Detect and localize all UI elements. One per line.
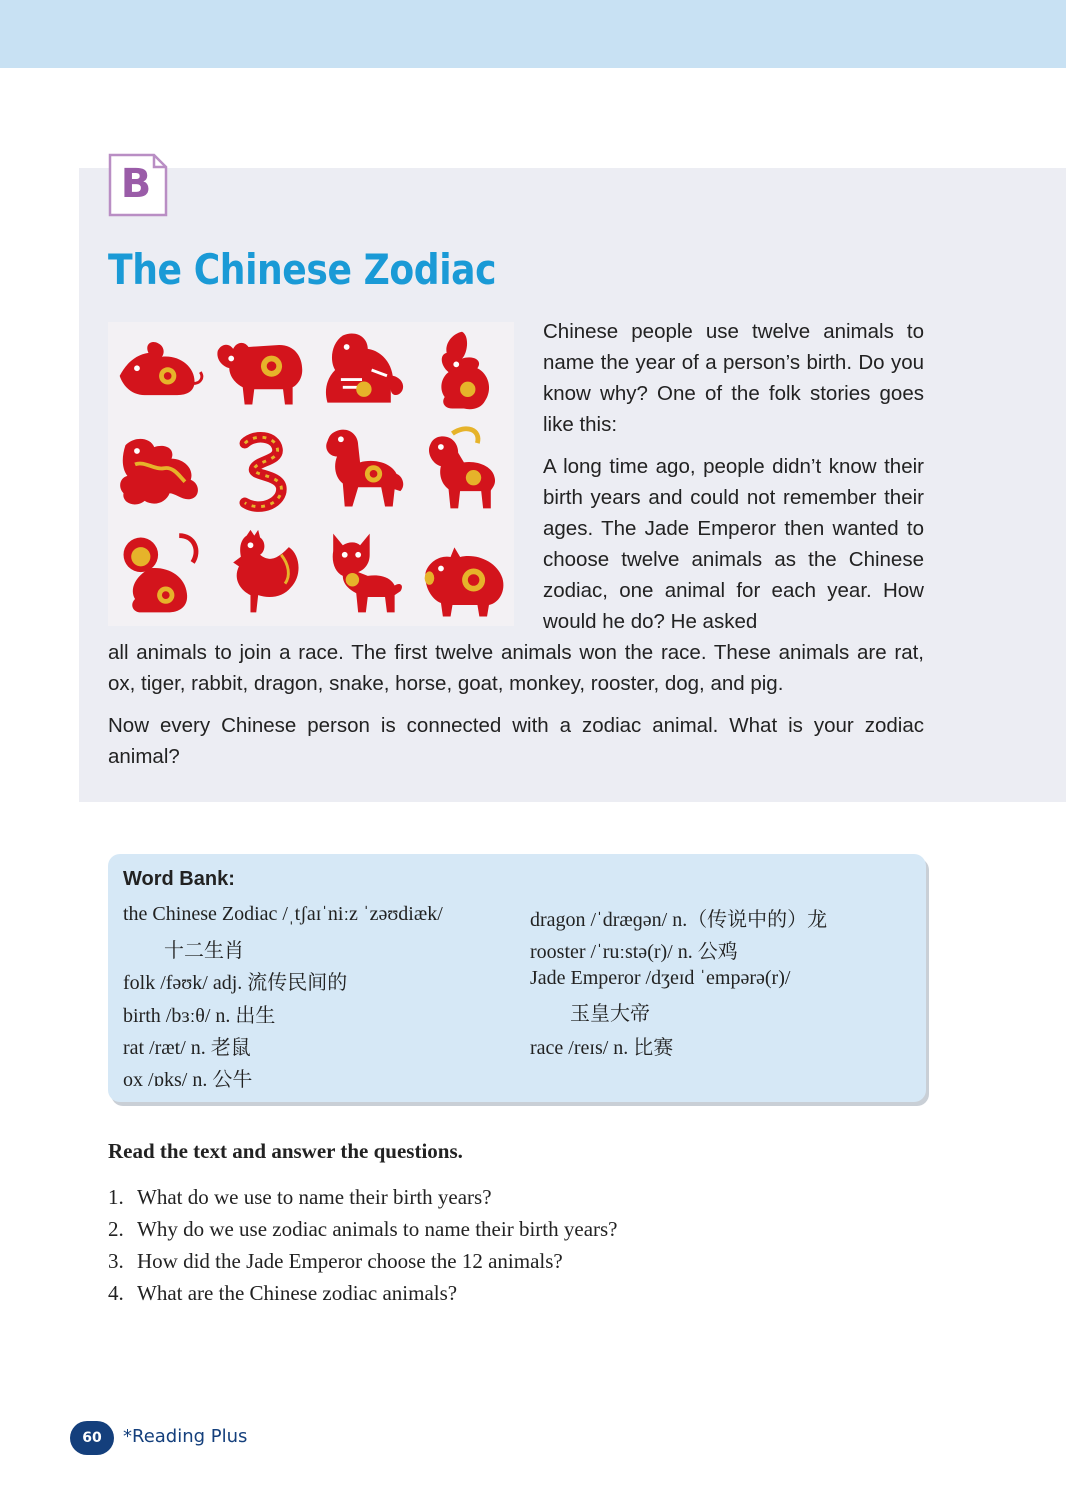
ox-icon (212, 322, 308, 418)
page-number: 60 (70, 1421, 114, 1455)
question-text: Why do we use zodiac animals to name their birth years? (137, 1217, 618, 1241)
question-number: 4. (108, 1281, 124, 1305)
question-text: How did the Jade Emperor choose the 12 animals? (137, 1249, 563, 1273)
word-entry: ox /ɒks/ n. 公牛 (123, 1069, 253, 1091)
dragon-icon (112, 426, 208, 522)
word-entry: birth /bɜːθ/ n. 出生 (123, 1005, 276, 1027)
word-entry-translation: 十二生肖 (164, 940, 244, 962)
snake-icon (216, 426, 312, 522)
tiger-icon (314, 322, 410, 418)
questions-heading: Read the text and answer the questions. (108, 1139, 463, 1163)
monkey-icon (112, 526, 208, 622)
word-entry: dragon /ˈdræɡən/ n.（传说中的）龙 (530, 909, 828, 931)
question-item (108, 1249, 563, 1274)
rooster-icon (214, 526, 310, 622)
question-item (108, 1281, 457, 1306)
footer-label: *Reading Plus (123, 1426, 248, 1447)
question-text: What are the Chinese zodiac animals? (137, 1281, 458, 1305)
question-item (108, 1185, 492, 1210)
top-color-band (0, 0, 1066, 68)
page-title: The Chinese Zodiac (108, 245, 497, 294)
rabbit-icon (414, 326, 510, 422)
word-entry-translation: 玉皇大帝 (570, 1003, 650, 1025)
pig-icon (416, 532, 512, 628)
goat-icon (414, 422, 510, 518)
paragraph-3: Now every Chinese person is connected with a zodiac animal. What is your zodiac animal? (108, 714, 924, 768)
paragraph-1: Chinese people use twelve animals to name the year of a person’s birth. Do you know why? One of the folk stories goes like this: (543, 320, 924, 436)
word-entry: race /reɪs/ n. 比赛 (530, 1037, 674, 1059)
question-text: What do we use to name their birth years? (137, 1185, 492, 1209)
question-number: 3. (108, 1249, 124, 1273)
dog-icon (314, 526, 410, 622)
paragraph-2-bottom: all animals to join a race. The first twelve animals won the race. These animals are rat, ox, tiger, rabbit, dragon, snake, horse, goat, monkey, rooster, dog, and pig. (108, 641, 924, 695)
word-entry: the Chinese Zodiac /ˌtʃaɪˈniːz ˈzəʊdiæk/ (123, 903, 443, 925)
section-tab (108, 153, 168, 217)
rat-icon (112, 326, 208, 422)
section-letter: B (120, 161, 152, 207)
zodiac-illustration (108, 322, 514, 626)
word-entry: Jade Emperor /dʒeɪd ˈempərə(r)/ (530, 967, 791, 989)
question-number: 2. (108, 1217, 124, 1241)
question-item (108, 1217, 618, 1242)
question-number: 1. (108, 1185, 124, 1209)
paragraph-2-top: A long time ago, people didn’t know their birth years and could not remember their ages. The Jade Emperor then wanted to choose twelve animals as the Chinese zodiac, one animal for each year. How would he do? He asked (543, 455, 924, 633)
word-entry: rat /ræt/ n. 老鼠 (123, 1037, 251, 1059)
word-bank-title: Word Bank: (123, 868, 235, 890)
word-entry: rooster /ˈruːstə(r)/ n. 公鸡 (530, 941, 738, 963)
word-entry: folk /fəʊk/ adj. 流传民间的 (123, 972, 348, 994)
word-bank (108, 854, 926, 1102)
horse-icon (314, 422, 410, 518)
